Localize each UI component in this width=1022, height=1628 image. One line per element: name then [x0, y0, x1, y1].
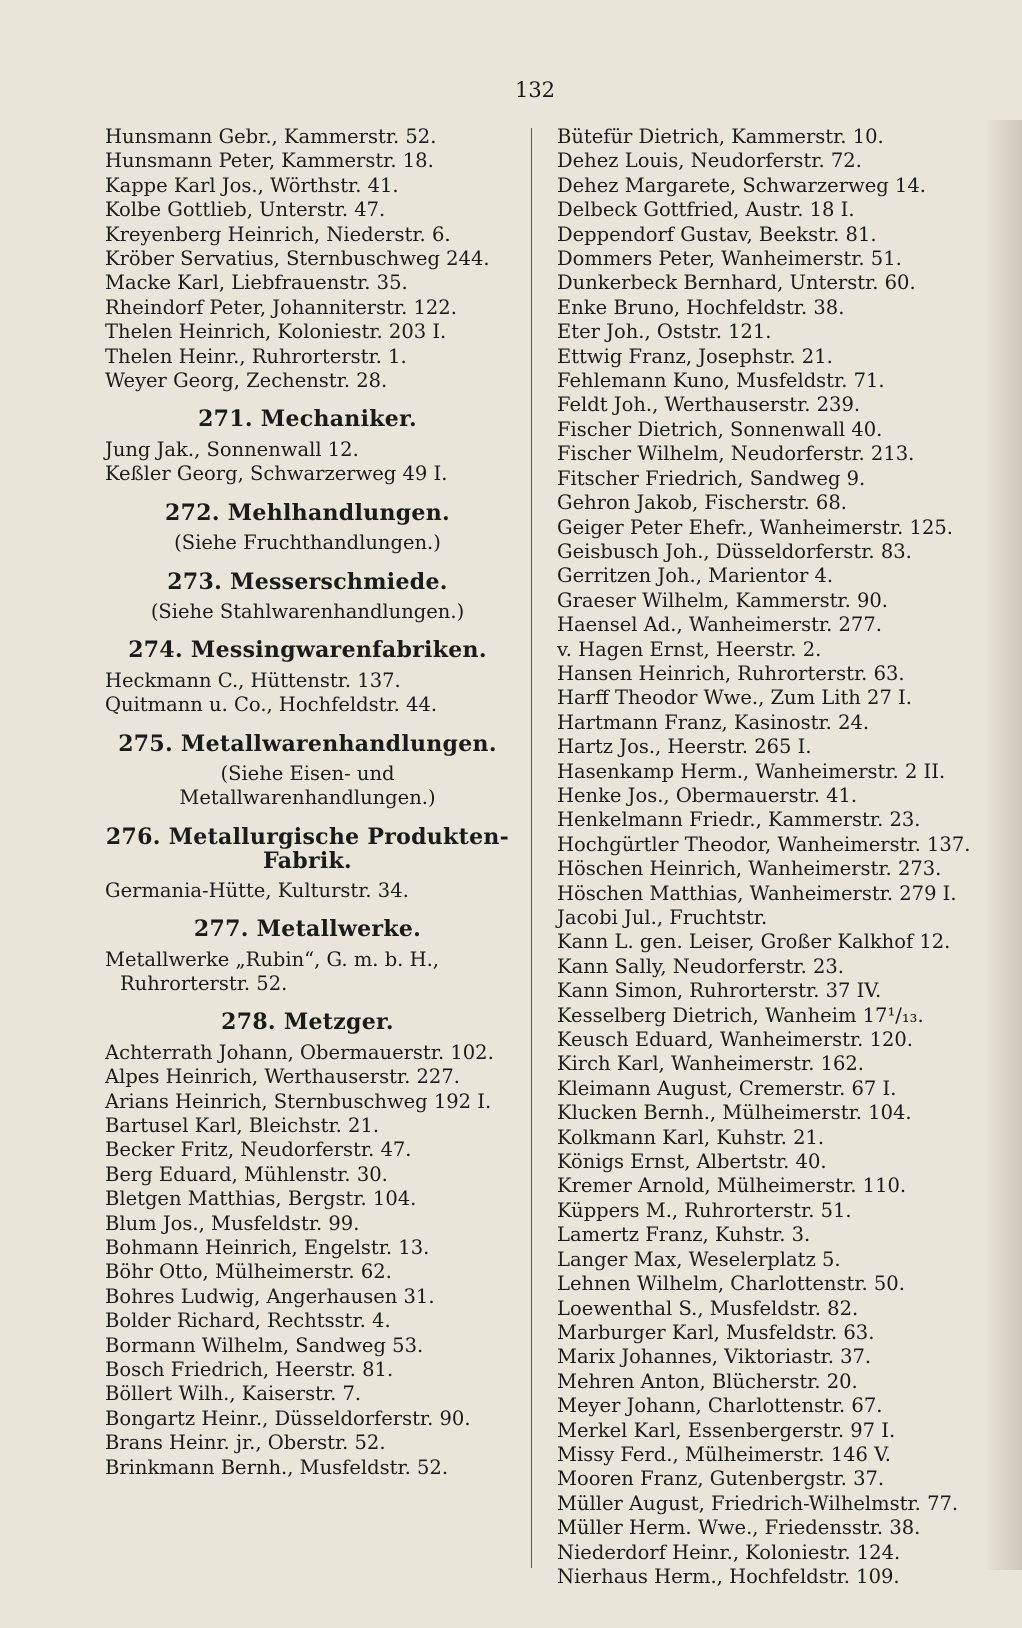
directory-entry: Geisbusch Joh., Düsseldorferstr. 83. [557, 539, 912, 563]
directory-entry: Kleimann August, Cremerstr. 67 I. [557, 1076, 897, 1100]
directory-entry: Hunsmann Gebr., Kammerstr. 52. [105, 125, 437, 148]
directory-entry: Dehez Margarete, Schwarzerweg 14. [557, 173, 926, 197]
directory-entry: Bongartz Heinr., Düsseldorferstr. 90. [105, 1406, 471, 1430]
directory-entry: Berg Eduard, Mühlenstr. 30. [105, 1162, 388, 1186]
section-heading: 275. Metallwarenhandlungen. [118, 730, 497, 757]
directory-entry: Dehez Louis, Neudorferstr. 72. [557, 149, 862, 173]
directory-entry: Fischer Dietrich, Sonnenwall 40. [557, 417, 883, 441]
directory-entry: Thelen Heinr., Ruhrorterstr. 1. [105, 344, 407, 368]
directory-entry: Kröber Servatius, Sternbuschweg 244. [105, 247, 490, 271]
directory-entry: Fischer Wilhelm, Neudorferstr. 213. [557, 442, 915, 466]
directory-entry: Fitscher Friedrich, Sandweg 9. [557, 466, 866, 490]
directory-entry: Hochgürtler Theodor, Wanheimerstr. 137. [557, 832, 971, 856]
directory-entry: Königs Ernst, Albertstr. 40. [557, 1150, 827, 1174]
directory-entry: Bosch Friedrich, Heerstr. 81. [105, 1358, 394, 1382]
right-column [557, 125, 977, 1589]
directory-entry: Kolkmann Karl, Kuhstr. 21. [557, 1125, 825, 1149]
directory-entry: Hunsmann Peter, Kammerstr. 18. [105, 149, 434, 173]
directory-entry: Müller August, Friedrich-Wilhelmstr. 77. [557, 1491, 959, 1515]
directory-entry: Marburger Karl, Musfeldstr. 63. [557, 1320, 875, 1344]
directory-entry: Blum Jos., Musfeldstr. 99. [105, 1211, 360, 1235]
directory-entry: Rheindorf Peter, Johanniterstr. 122. [105, 295, 457, 319]
directory-entry: Kesselberg Dietrich, Wanheim 17¹/₁₃. [557, 1003, 924, 1027]
directory-entry: Ettwig Franz, Josephstr. 21. [557, 344, 833, 368]
directory-entry: Heckmann C., Hüttenstr. 137. [105, 668, 401, 692]
directory-entry: Dommers Peter, Wanheimerstr. 51. [557, 247, 902, 271]
directory-entry: Jacobi Jul., Fruchtstr. [557, 906, 768, 929]
directory-entry: Hartmann Franz, Kasinostr. 24. [557, 710, 870, 734]
directory-entry: Kann Sally, Neudorferstr. 23. [557, 954, 845, 978]
directory-entry: Haensel Ad., Wanheimerstr. 277. [557, 613, 882, 637]
directory-entry: Alpes Heinrich, Werthauserstr. 227. [105, 1065, 460, 1089]
directory-entry: Klucken Bernh., Mülheimerstr. 104. [557, 1101, 912, 1125]
directory-entry: Bartusel Karl, Bleichstr. 21. [105, 1114, 380, 1137]
directory-entry: Gerritzen Joh., Marientor 4. [557, 564, 834, 588]
directory-entry: Deppendorf Gustav, Beekstr. 81. [557, 222, 877, 246]
directory-entry: Germania-Hütte, Kulturstr. 34. [105, 878, 409, 902]
section-heading: 272. Mehlhandlungen. [165, 499, 450, 526]
directory-entry: Fehlemann Kuno, Musfeldstr. 71. [557, 369, 885, 393]
directory-entry: Henke Jos., Obermauerstr. 41. [557, 783, 858, 807]
directory-entry: Kreyenberg Heinrich, Niederstr. 6. [105, 222, 451, 246]
page-number: 132 [514, 78, 556, 102]
section-heading: 273. Messerschmiede. [167, 568, 448, 595]
directory-entry: Arians Heinrich, Sternbuschweg 192 I. [105, 1089, 492, 1113]
directory-entry: Loewenthal S., Musfeldstr. 82. [557, 1296, 859, 1320]
directory-entry: Feldt Joh., Werthauserstr. 239. [557, 393, 861, 417]
directory-entry: Achterrath Johann, Obermauerstr. 102. [105, 1040, 494, 1064]
directory-entry: Hansen Heinrich, Ruhrorterstr. 63. [557, 661, 905, 685]
directory-entry: Bormann Wilhelm, Sandweg 53. [105, 1333, 424, 1357]
section-heading: 276. Metallurgische Produkten-Fabrik. [105, 823, 510, 874]
directory-entry: Meyer Johann, Charlottenstr. 67. [557, 1394, 883, 1418]
directory-entry: Metallwerke „Rubin“, G. m. b. H., Ruhrorterstr. 52. [105, 947, 439, 995]
directory-entry: Kann Simon, Ruhrorterstr. 37 IV. [557, 979, 882, 1003]
see-also-note: (Siehe Stahlwarenhandlungen.) [150, 599, 465, 623]
directory-entry: Marix Johannes, Viktoriastr. 37. [557, 1345, 872, 1369]
directory-entry: Geiger Peter Ehefr., Wanheimerstr. 125. [557, 515, 953, 539]
directory-entry: Missy Ferd., Mülheimerstr. 146 V. [557, 1442, 891, 1466]
directory-entry: Becker Fritz, Neudorferstr. 47. [105, 1138, 412, 1162]
directory-entry: Eter Joh., Oststr. 121. [557, 320, 772, 344]
directory-entry: Kolbe Gottlieb, Unterstr. 47. [105, 198, 386, 222]
directory-entry: Höschen Heinrich, Wanheimerstr. 273. [557, 857, 942, 881]
see-also-note: (Siehe Fruchthandlungen.) [174, 531, 441, 555]
directory-entry: Jung Jak., Sonnenwall 12. [105, 437, 359, 461]
directory-entry: Henkelmann Friedr., Kammerstr. 23. [557, 808, 921, 832]
directory-entry: Bütefür Dietrich, Kammerstr. 10. [557, 125, 884, 148]
directory-entry: Mehren Anton, Blücherstr. 20. [557, 1369, 858, 1393]
directory-entry: Brans Heinr. jr., Oberstr. 52. [105, 1431, 386, 1455]
directory-entry: Bohmann Heinrich, Engelstr. 13. [105, 1236, 430, 1260]
directory-entry: Böllert Wilh., Kaiserstr. 7. [105, 1382, 362, 1406]
directory-entry: Niederdorf Heinr., Koloniestr. 124. [557, 1540, 901, 1564]
directory-entry: Lehnen Wilhelm, Charlottenstr. 50. [557, 1272, 905, 1296]
section-heading: 277. Metallwerke. [193, 916, 422, 943]
directory-entry: Hasenkamp Herm., Wanheimerstr. 2 II. [557, 759, 946, 783]
directory-entry: v. Hagen Ernst, Heerstr. 2. [557, 637, 822, 661]
directory-entry: Lamertz Franz, Kuhstr. 3. [557, 1223, 811, 1247]
section-heading: 278. Metzger. [221, 1009, 394, 1036]
directory-entry: Quitmann u. Co., Hochfeldstr. 44. [105, 693, 438, 717]
directory-entry: Mooren Franz, Gutenbergstr. 37. [557, 1467, 885, 1491]
directory-entry: Bolder Richard, Rechtsstr. 4. [105, 1309, 391, 1333]
column-divider [531, 128, 532, 1568]
directory-entry: Kremer Arnold, Mülheimerstr. 110. [557, 1174, 907, 1198]
directory-entry: Merkel Karl, Essenbergerstr. 97 I. [557, 1418, 896, 1442]
directory-entry: Müller Herm. Wwe., Friedensstr. 38. [557, 1516, 921, 1540]
directory-entry: Enke Bruno, Hochfeldstr. 38. [557, 295, 845, 319]
left-column [105, 125, 510, 1480]
see-also-note: (Siehe Eisen- und Metallwarenhandlungen.) [179, 761, 436, 810]
directory-entry: Kirch Karl, Wanheimerstr. 162. [557, 1052, 865, 1076]
directory-entry: Graeser Wilhelm, Kammerstr. 90. [557, 588, 888, 612]
directory-entry: Gehron Jakob, Fischerstr. 68. [557, 491, 847, 515]
directory-entry: Keßler Georg, Schwarzerweg 49 I. [105, 462, 448, 486]
next-page-bleed [982, 120, 1022, 1570]
directory-entry: Keusch Eduard, Wanheimerstr. 120. [557, 1028, 913, 1052]
directory-entry: Weyer Georg, Zechenstr. 28. [105, 369, 388, 393]
directory-entry: Dunkerbeck Bernhard, Unterstr. 60. [557, 271, 916, 295]
directory-entry: Brinkmann Bernh., Musfeldstr. 52. [105, 1455, 449, 1479]
directory-entry: Harff Theodor Wwe., Zum Lith 27 I. [557, 686, 912, 710]
directory-entry: Küppers M., Ruhrorterstr. 51. [557, 1198, 852, 1222]
directory-entry: Höschen Matthias, Wanheimerstr. 279 I. [557, 881, 957, 905]
directory-entry: Kappe Karl Jos., Wörthstr. 41. [105, 173, 399, 197]
directory-entry: Bletgen Matthias, Bergstr. 104. [105, 1187, 417, 1211]
section-heading: 274. Messingwarenfabriken. [128, 637, 487, 664]
directory-entry: Macke Karl, Liebfrauenstr. 35. [105, 271, 408, 295]
section-heading: 271. Mechaniker. [198, 406, 417, 433]
directory-entry: Langer Max, Weselerplatz 5. [557, 1247, 841, 1271]
directory-entry: Bohres Ludwig, Angerhausen 31. [105, 1284, 435, 1308]
directory-entry: Hartz Jos., Heerstr. 265 I. [557, 735, 812, 759]
directory-entry: Kann L. gen. Leiser, Großer Kalkhof 12. [557, 930, 951, 954]
directory-entry: Thelen Heinrich, Koloniestr. 203 I. [105, 320, 447, 344]
directory-entry: Böhr Otto, Mülheimerstr. 62. [105, 1260, 392, 1284]
directory-entry: Nierhaus Herm., Hochfeldstr. 109. [557, 1564, 900, 1588]
directory-entry: Delbeck Gottfried, Austr. 18 I. [557, 198, 855, 222]
